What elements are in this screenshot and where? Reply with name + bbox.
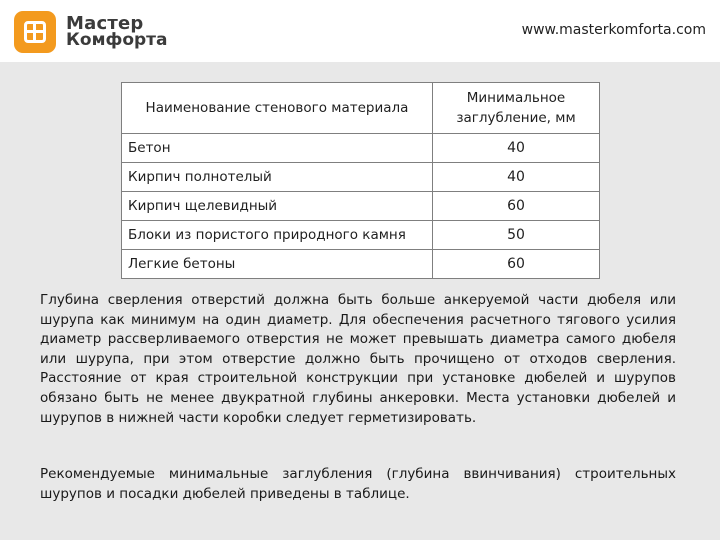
logo-text <box>66 15 168 49</box>
table-row <box>122 250 600 279</box>
site-url[interactable]: www.masterkomforta.com <box>521 22 706 38</box>
cell-depth: 40 <box>433 163 600 192</box>
cell-depth: 40 <box>433 134 600 163</box>
table-header-row <box>122 83 600 134</box>
table-row <box>122 163 600 192</box>
table-row <box>122 221 600 250</box>
logo-line2: Комфорта <box>66 30 168 50</box>
header <box>0 0 720 62</box>
table-row <box>122 134 600 163</box>
table-row <box>122 192 600 221</box>
header-material: Наименование стенового материала <box>122 83 433 134</box>
paragraph-drilling: Глубина сверления отверстий должна быть больше анкеруемой части дюбеля или шурупа как минимум на один диаметр. Для обеспечения расчетного тягового усилия диаметр рассверливаемого отверстия не может превышать диаметра самого дюбеля или шурупа, при этом отверстие должно быть прочищено от отходов сверления. Расстояние от края строительной конструкции при установке дюбелей и шурупов обязано быть не менее двукратной глубины анкеровки. Места установки дюбелей и шурупов в нижней части коробки следует герметизировать. <box>40 292 676 426</box>
cell-depth: 60 <box>433 192 600 221</box>
cell-material: Блоки из пористого природного камня <box>122 221 433 250</box>
cell-material: Кирпич полнотелый <box>122 163 433 192</box>
embedding-depth-table <box>121 82 600 279</box>
window-logo-icon <box>14 11 56 53</box>
cell-depth: 60 <box>433 250 600 279</box>
header-depth: Минимальное заглубление, мм <box>433 83 600 134</box>
logo[interactable] <box>14 10 168 54</box>
cell-material: Бетон <box>122 134 433 163</box>
content-area <box>0 62 720 540</box>
paragraph-recommendation: Рекомендуемые минимальные заглубления (глубина ввинчивания) строительных шурупов и посадки дюбелей приведены в таблице. <box>40 466 676 502</box>
cell-material: Легкие бетоны <box>122 250 433 279</box>
cell-depth: 50 <box>433 221 600 250</box>
logo-line1: Мастер <box>66 13 144 34</box>
cell-material: Кирпич щелевидный <box>122 192 433 221</box>
